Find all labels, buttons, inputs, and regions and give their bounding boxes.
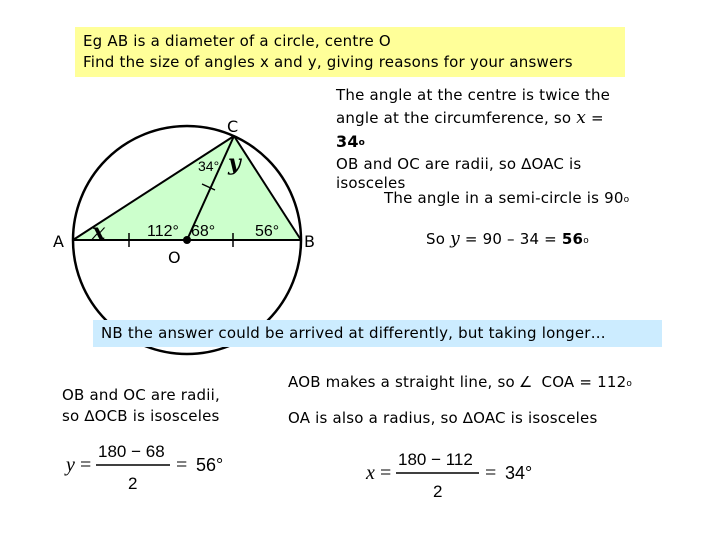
nb-box [93, 320, 662, 347]
semicircle-text: The angle in a semi-circle is 90 [384, 189, 624, 207]
formula-x-lhs: x [366, 462, 375, 484]
label-y: y [228, 150, 241, 176]
formula-x-denominator: 2 [433, 482, 443, 501]
label-x: x [92, 219, 106, 245]
explanation-line-7 [336, 228, 666, 251]
ocb-line-2: so ∆OCB is isosceles [62, 407, 220, 425]
coa-text: COA = 112 [536, 373, 627, 391]
var-y: y [450, 229, 460, 249]
aob-line-1 [288, 371, 632, 393]
degree-mark: o [623, 195, 630, 205]
explanation-line-2 [336, 107, 666, 130]
angle-34-label: 34° [198, 158, 220, 174]
formula-y [62, 437, 252, 497]
formula-x-numerator: 180 − 112 [398, 450, 473, 469]
calc-text: = 90 – 34 = [459, 230, 562, 248]
title-box [75, 27, 625, 77]
degree-mark: o [626, 379, 633, 389]
explanation-line-4: OB and OC are radii, so ∆OAC is [336, 155, 582, 173]
explanation-text [336, 84, 666, 251]
degree-mark: o [358, 138, 366, 148]
angle-symbol: ∠ [518, 373, 533, 391]
title-line-1: Eg AB is a diameter of a circle, centre O [83, 32, 391, 50]
aob-text: AOB makes a straight line, so [288, 373, 515, 391]
var-x: x [576, 108, 587, 128]
degree-mark: o [583, 236, 589, 246]
formula-x-equals-2: = [485, 462, 497, 484]
nb-text: NB the answer could be arrived at differently, but taking longer… [101, 324, 606, 342]
formula-y-rhs: 56° [196, 455, 224, 475]
label-c: C [227, 117, 239, 136]
centre-dot [183, 236, 191, 244]
formula-x [362, 445, 562, 505]
formula-x-rhs: 34° [505, 463, 533, 483]
formula-y-lhs: y [66, 454, 75, 476]
explanation-line-1: The angle at the centre is twice the [336, 86, 611, 104]
so-text: So [426, 230, 451, 248]
ocb-reason [62, 385, 220, 427]
angle-56-label: 56° [255, 223, 280, 240]
answer-y-value: 56 [561, 230, 584, 248]
label-o: O [168, 248, 181, 267]
explanation-line-5: isosceles [336, 174, 406, 192]
ocb-line-1: OB and OC are radii, [62, 386, 220, 404]
label-b: B [304, 232, 315, 251]
title-line-2: Find the size of angles x and y, giving reasons for your answers [83, 53, 573, 71]
explanation-line-6 [336, 187, 666, 210]
formula-y-denominator: 2 [128, 474, 138, 493]
formula-y-equals: = [80, 454, 92, 476]
aob-reason [288, 371, 632, 429]
aob-line-2: OA is also a radius, so ∆OAC is isosceles [288, 409, 598, 427]
explanation-answer-x [336, 130, 666, 153]
explanation-line-2-text: angle at the circumference, so [336, 109, 577, 127]
angle-68-label: 68° [191, 223, 216, 240]
answer-x-value: 34 [336, 132, 359, 151]
label-a: A [53, 232, 64, 251]
angle-112-label: 112° [147, 223, 179, 240]
formula-y-numerator: 180 − 68 [98, 442, 165, 461]
explanation-line-2-end: = [586, 109, 604, 127]
formula-x-equals: = [380, 462, 392, 484]
formula-y-equals-2: = [176, 454, 188, 476]
